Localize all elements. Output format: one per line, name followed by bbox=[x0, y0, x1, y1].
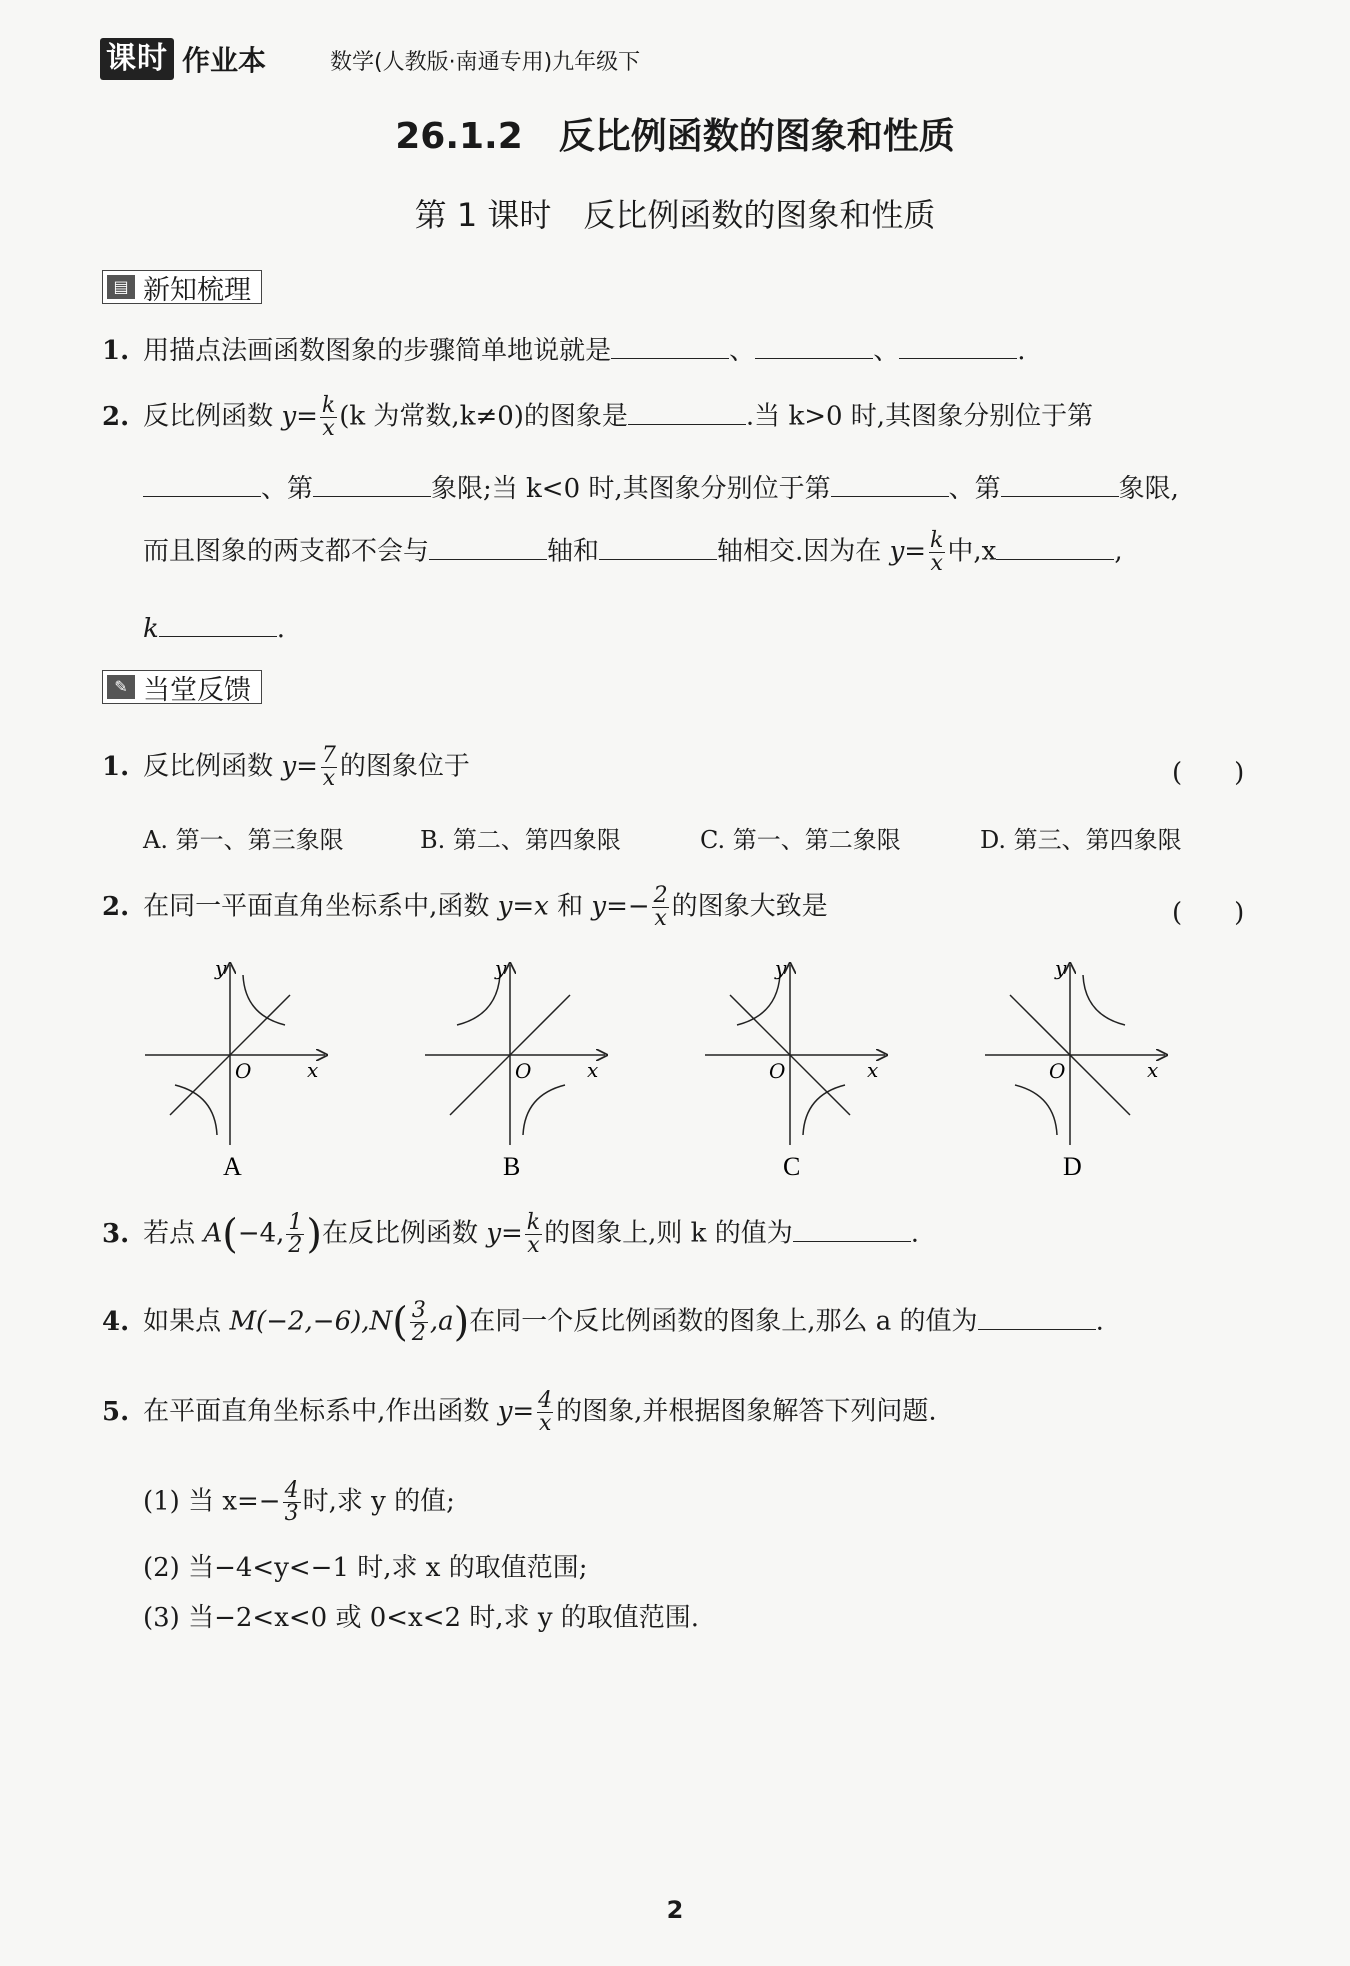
fraction: $\frac{k}{x}$ bbox=[930, 528, 944, 576]
answer-blank[interactable] bbox=[793, 1215, 911, 1242]
fraction: $\frac{k}{x}$ bbox=[526, 1210, 541, 1258]
choice-c[interactable]: C. 第一、第二象限 bbox=[700, 826, 901, 854]
answer-blank[interactable] bbox=[755, 332, 873, 359]
answer-blank[interactable] bbox=[143, 470, 261, 497]
answer-blank[interactable] bbox=[313, 470, 431, 497]
fraction: $\frac{2}{x}$ bbox=[653, 883, 668, 931]
s2-question-5-part-3: (3) 当−2<x<0 或 0<x<2 时,求 y 的取值范围. bbox=[143, 1603, 700, 1633]
section-header-new-knowledge bbox=[102, 270, 262, 304]
choice-d[interactable]: D. 第三、第四象限 bbox=[980, 826, 1182, 854]
origin-label: O bbox=[769, 1059, 786, 1083]
s1-question-1: 1. 用描点法画函数图象的步骤简单地说就是 、 、 . bbox=[102, 332, 1025, 369]
pencil-icon: ✎ bbox=[107, 675, 135, 699]
s2-question-1: 1. 反比例函数 y= $\frac{7}{x}$ 的图象位于 bbox=[102, 743, 470, 791]
section-header-feedback bbox=[102, 670, 262, 704]
section-title: 26.1.2 反比例函数的图象和性质 bbox=[395, 116, 955, 157]
graph-d[interactable] bbox=[985, 956, 1165, 1181]
origin-label: O bbox=[235, 1059, 252, 1083]
graph-label-b: B bbox=[503, 1152, 521, 1181]
header-logo bbox=[100, 38, 266, 80]
s2-question-2: 2. 在同一平面直角坐标系中,函数 y=x 和 y=− $\frac{2}{x}$ 的图象大致是 bbox=[102, 883, 828, 931]
origin-label: O bbox=[1049, 1059, 1066, 1083]
axis-y-label: y bbox=[775, 956, 787, 980]
graph-b[interactable] bbox=[425, 956, 605, 1181]
book-icon: ▤ bbox=[107, 275, 135, 299]
s2-question-5: 5. 在平面直角坐标系中,作出函数 y= $\frac{4}{x}$ 的图象,并根据图象解答下列问题. bbox=[102, 1388, 937, 1436]
graph-label-c: C bbox=[783, 1152, 801, 1181]
graph-label-a: A bbox=[223, 1152, 242, 1181]
s1-question-2-line2: 、第 象限;当 k<0 时,其图象分别位于第 、第 象限, bbox=[143, 470, 1179, 507]
axis-y-label: y bbox=[495, 956, 507, 980]
section-label: 当堂反馈 bbox=[143, 674, 251, 706]
s2-question-4: 4. 如果点 M(−2,−6),N( $\frac{3}{2}$ ,a)在同一个反比例函数的图象上,那么 a 的值为 . bbox=[102, 1298, 1104, 1346]
answer-blank[interactable] bbox=[429, 533, 547, 560]
answer-blank[interactable] bbox=[1001, 470, 1119, 497]
axis-x-label: x bbox=[1147, 1058, 1159, 1082]
s1-question-2-line1: 2. 反比例函数 y= $\frac{k}{x}$ (k 为常数,k≠0)的图象是 .当 k>0 时,其图象分别位于第 bbox=[102, 393, 1094, 441]
origin-label: O bbox=[515, 1059, 532, 1083]
answer-blank[interactable] bbox=[159, 610, 277, 637]
axis-y-label: y bbox=[215, 956, 227, 980]
answer-blank[interactable] bbox=[899, 332, 1017, 359]
axis-y-label: y bbox=[1055, 956, 1067, 980]
logo-badge: 课时 bbox=[100, 38, 174, 80]
fraction: $\frac{3}{2}$ bbox=[411, 1298, 426, 1346]
page-number: 2 bbox=[666, 1896, 684, 1924]
answer-paren[interactable]: ( ) bbox=[1172, 898, 1245, 928]
answer-blank[interactable] bbox=[628, 398, 746, 425]
s2-question-5-part-1: (1) 当 x=− $\frac{4}{3}$ 时,求 y 的值; bbox=[143, 1478, 455, 1526]
graph-a[interactable] bbox=[145, 956, 325, 1181]
answer-blank[interactable] bbox=[599, 533, 717, 560]
fraction: $\frac{7}{x}$ bbox=[321, 743, 336, 791]
s1-question-2-line3: 而且图象的两支都不会与 轴和 轴相交.因为在 y= $\frac{k}{x}$ 中,x , bbox=[143, 528, 1123, 576]
fraction: $\frac{4}{x}$ bbox=[538, 1388, 553, 1436]
choice-b[interactable]: B. 第二、第四象限 bbox=[420, 826, 621, 854]
graph-label-d: D bbox=[1063, 1152, 1082, 1181]
book-title: 作业本 bbox=[182, 44, 267, 77]
choice-a[interactable]: A. 第一、第三象限 bbox=[143, 826, 344, 854]
book-subtitle: 数学(人教版·南通专用)九年级下 bbox=[330, 50, 641, 75]
s2-question-5-part-2: (2) 当−4<y<−1 时,求 x 的取值范围; bbox=[143, 1553, 588, 1583]
s1-question-2-line4: k . bbox=[143, 610, 285, 647]
axis-x-label: x bbox=[307, 1058, 319, 1082]
answer-blank[interactable] bbox=[996, 533, 1114, 560]
graph-c[interactable] bbox=[705, 956, 885, 1181]
section-label: 新知梳理 bbox=[143, 274, 251, 306]
answer-paren[interactable]: ( ) bbox=[1172, 758, 1245, 788]
lesson-title: 第 1 课时 反比例函数的图象和性质 bbox=[414, 196, 936, 234]
fraction: $\frac{k}{x}$ bbox=[321, 393, 336, 441]
fraction: $\frac{1}{2}$ bbox=[288, 1210, 303, 1258]
answer-blank[interactable] bbox=[611, 332, 729, 359]
answer-blank[interactable] bbox=[978, 1303, 1096, 1330]
axis-x-label: x bbox=[867, 1058, 879, 1082]
s2-question-3: 3. 若点 A(−4, $\frac{1}{2}$ )在反比例函数 y= $\frac{k}{x}$ 的图象上,则 k 的值为 . bbox=[102, 1210, 919, 1258]
fraction: $\frac{4}{3}$ bbox=[284, 1478, 299, 1526]
answer-blank[interactable] bbox=[831, 470, 949, 497]
axis-x-label: x bbox=[587, 1058, 599, 1082]
graph-options bbox=[135, 955, 1235, 1185]
